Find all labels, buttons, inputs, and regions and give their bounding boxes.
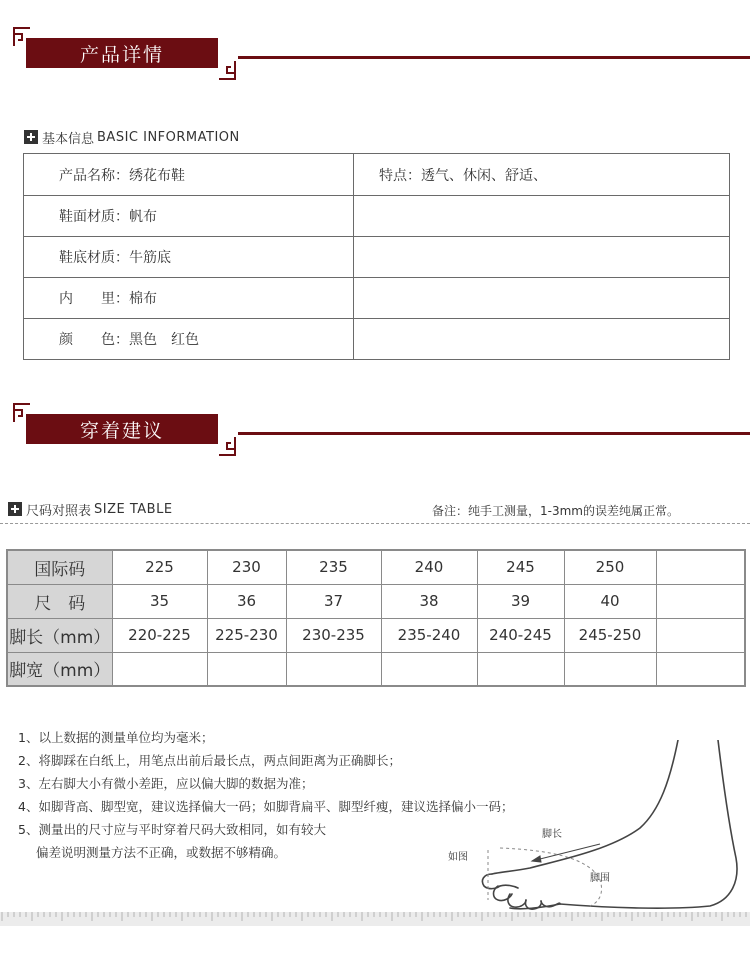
info-cell-empty <box>354 278 729 318</box>
advice-banner <box>0 402 750 462</box>
size-table-note: 备注：纯手工测量，1-3mm的误差纯属正常。 <box>432 504 679 518</box>
note-line: 1、以上数据的测量单位均为毫米； <box>18 730 214 745</box>
table-row <box>7 652 745 686</box>
table-cell: 230-235 <box>286 618 381 652</box>
row-label-foot-width: 脚宽（mm） <box>7 652 112 686</box>
measurement-notes <box>18 726 513 864</box>
table-cell: 40 <box>564 584 656 618</box>
table-cell: 220-225 <box>112 618 207 652</box>
details-banner <box>0 26 750 86</box>
advice-rule <box>238 432 750 435</box>
info-cell-upper-material: 鞋面材质：帆布 <box>24 196 354 236</box>
details-rule <box>238 56 750 59</box>
size-table-heading-cn: 尺码对照表 <box>26 503 92 519</box>
dashed-divider <box>0 523 750 524</box>
info-cell-color: 颜 色：黑色 红色 <box>24 319 354 359</box>
basic-info-heading <box>24 129 240 145</box>
table-cell <box>112 652 207 686</box>
table-cell: 235 <box>286 550 381 584</box>
size-table-heading-en: SIZE TABLE <box>94 501 173 517</box>
table-cell <box>656 652 745 686</box>
foot-label-front: 如图 <box>448 852 468 863</box>
row-label-size: 尺 码 <box>7 584 112 618</box>
table-cell: 37 <box>286 584 381 618</box>
table-row <box>7 618 745 652</box>
info-cell-sole-material: 鞋底材质：牛筋底 <box>24 237 354 277</box>
note-line: 5、测量出的尺寸应与平时穿着尺码大致相同，如有较大 <box>18 822 326 837</box>
note-line: 4、如脚背高、脚型宽，建议选择偏大一码；如脚背扁平、脚型纤瘦，建议选择偏小一码； <box>18 799 514 814</box>
table-row <box>7 584 745 618</box>
table-cell: 230 <box>207 550 286 584</box>
table-cell <box>656 550 745 584</box>
info-row <box>24 195 729 236</box>
table-cell: 38 <box>381 584 477 618</box>
table-cell <box>286 652 381 686</box>
table-cell: 235-240 <box>381 618 477 652</box>
table-cell <box>381 652 477 686</box>
table-cell: 35 <box>112 584 207 618</box>
table-cell <box>656 618 745 652</box>
info-cell-product-name: 产品名称：绣花布鞋 <box>24 154 354 195</box>
info-cell-empty <box>354 237 729 277</box>
advice-title: 穿着建议 <box>26 414 218 444</box>
table-row <box>7 550 745 584</box>
table-cell: 250 <box>564 550 656 584</box>
foot-label-girth: 脚围 <box>590 873 610 884</box>
info-row <box>24 236 729 277</box>
table-cell: 225-230 <box>207 618 286 652</box>
size-table <box>6 549 746 687</box>
size-table-heading <box>8 501 173 517</box>
info-cell-lining: 内 里：棉布 <box>24 278 354 318</box>
table-cell: 225 <box>112 550 207 584</box>
plus-icon <box>24 130 38 144</box>
table-cell <box>656 584 745 618</box>
table-cell: 39 <box>477 584 564 618</box>
info-row <box>24 318 729 359</box>
row-label-intl-size: 国际码 <box>7 550 112 584</box>
table-cell: 36 <box>207 584 286 618</box>
note-line: 3、左右脚大小有微小差距，应以偏大脚的数据为准； <box>18 776 314 791</box>
info-row <box>24 154 729 195</box>
details-title: 产品详情 <box>26 38 218 68</box>
note-line: 2、将脚踩在白纸上，用笔点出前后最长点，两点间距离为正确脚长； <box>18 753 401 768</box>
table-cell <box>564 652 656 686</box>
row-label-foot-length: 脚长（mm） <box>7 618 112 652</box>
table-cell: 245 <box>477 550 564 584</box>
info-cell-empty <box>354 319 729 359</box>
info-row <box>24 277 729 318</box>
ruler-icon <box>0 912 750 926</box>
foot-label-length: 脚长 <box>542 829 562 840</box>
table-cell: 245-250 <box>564 618 656 652</box>
table-cell: 240-245 <box>477 618 564 652</box>
note-line: 偏差说明测量方法不正确，或数据不够精确。 <box>36 845 287 860</box>
table-cell: 240 <box>381 550 477 584</box>
basic-info-table <box>23 153 730 360</box>
basic-info-heading-cn: 基本信息 <box>42 131 95 147</box>
table-cell <box>207 652 286 686</box>
info-cell-empty <box>354 196 729 236</box>
table-cell <box>477 652 564 686</box>
basic-info-heading-en: BASIC INFORMATION <box>97 129 240 145</box>
info-cell-features: 特点：透气、休闲、舒适、 <box>379 167 547 184</box>
plus-icon <box>8 502 22 516</box>
